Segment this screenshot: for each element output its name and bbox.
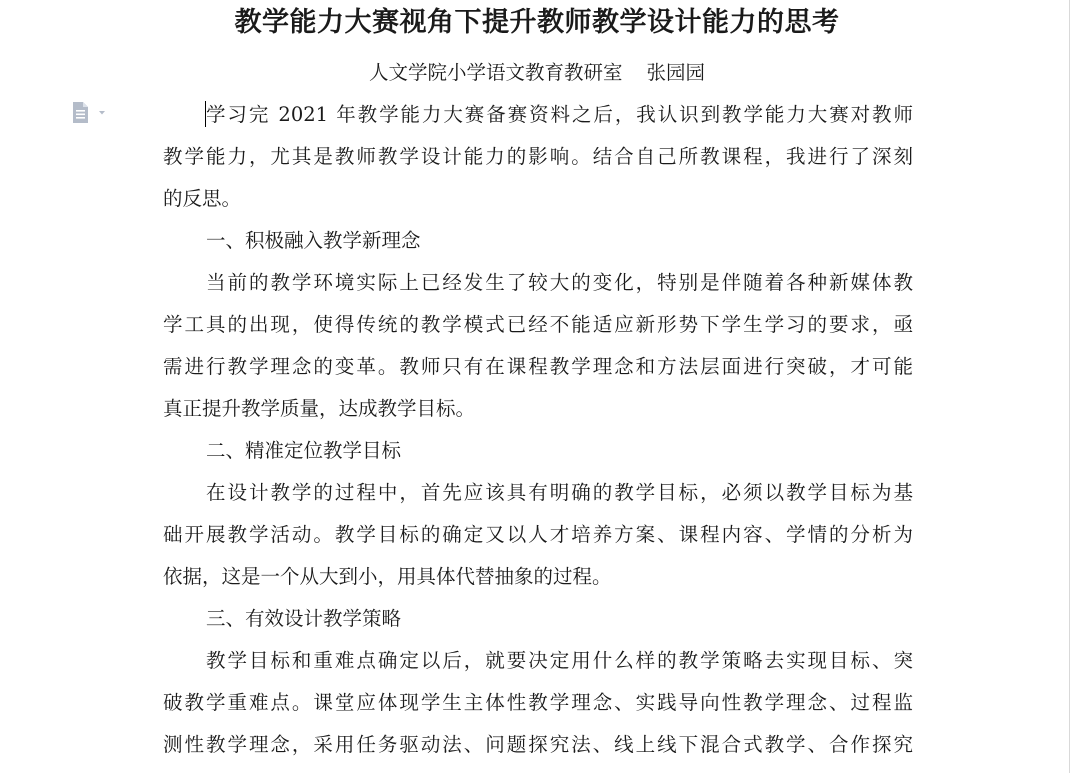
- paragraph-line: 在设计教学的过程中，首先应该具有明确的教学目标，必须以教学目标为基: [206, 481, 913, 504]
- paragraph-line: 教学能力，尤其是教师教学设计能力的影响。结合自己所教课程，我进行了深刻: [163, 145, 913, 168]
- section-heading: 三、有效设计教学策略: [206, 607, 402, 630]
- document-options-icon[interactable]: [70, 101, 114, 125]
- page-edge-divider: [1069, 0, 1070, 773]
- author-line: [0, 58, 1074, 88]
- section-heading: 一、积极融入教学新理念: [206, 229, 421, 252]
- document-body[interactable]: [163, 94, 913, 766]
- document-title: 教学能力大赛视角下提升教师教学设计能力的思考: [234, 7, 840, 38]
- author-unit: 人文学院小学语文教育教研室: [368, 61, 623, 84]
- paragraph-line: 测性教学理念，采用任务驱动法、问题探究法、线上线下混合式教学、合作探究: [163, 733, 913, 756]
- paragraph-line: 依据，这是一个从大到小，用具体代替抽象的过程。: [163, 565, 612, 588]
- paragraph-line: 学工具的出现，使得传统的教学模式已经不能适应新形势下学生学习的要求，亟: [163, 313, 913, 336]
- paragraph-line: 需进行教学理念的变革。教师只有在课程教学理念和方法层面进行突破，才可能: [163, 355, 913, 378]
- author-name: 张园园: [646, 61, 706, 84]
- paragraph-line: 学习完 2021 年教学能力大赛备赛资料之后，我认识到教学能力大赛对教师: [206, 103, 913, 126]
- paragraph-line: 教学目标和重难点确定以后，就要决定用什么样的教学策略去实现目标、突: [206, 649, 913, 672]
- paragraph-line: 础开展教学活动。教学目标的确定又以人才培养方案、课程内容、学情的分析为: [163, 523, 913, 546]
- section-heading: 二、精准定位教学目标: [206, 439, 402, 462]
- paragraph-line: 的反思。: [163, 187, 242, 210]
- paragraph-line: 当前的教学环境实际上已经发生了较大的变化，特别是伴随着各种新媒体教: [206, 271, 913, 294]
- paragraph-line: 破教学重难点。课堂应体现学生主体性教学理念、实践导向性教学理念、过程监: [163, 691, 913, 714]
- paragraph-line: 真正提升教学质量，达成教学目标。: [163, 397, 476, 420]
